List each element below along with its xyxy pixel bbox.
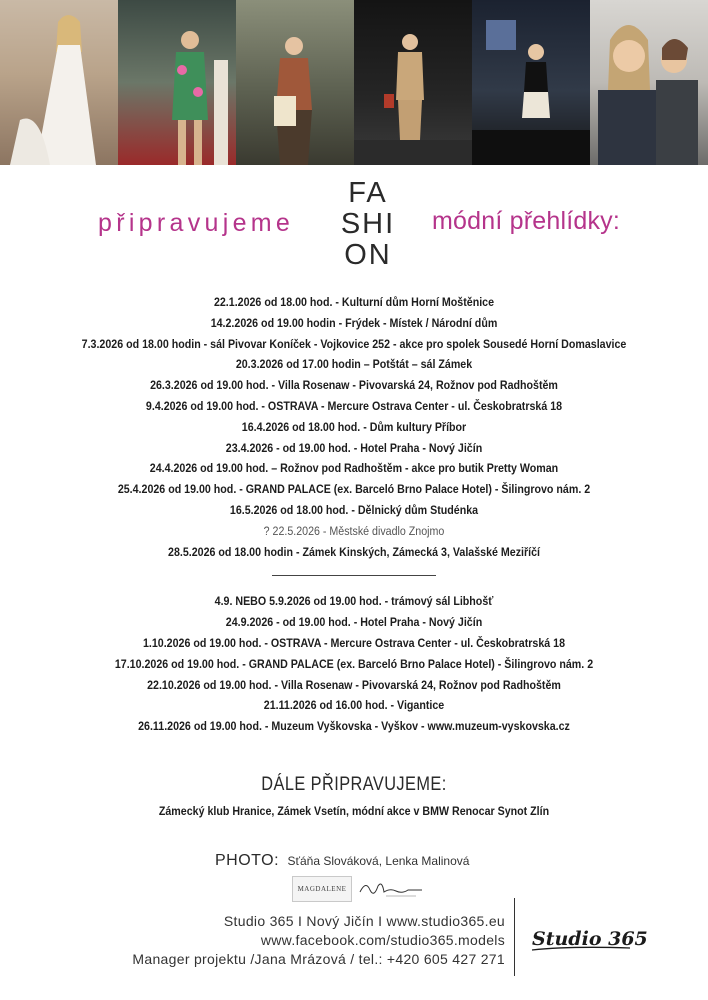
studio-365-logo bbox=[530, 918, 648, 958]
event-line: 16.5.2026 od 18.00 hod. - Dělnický dům Studénka bbox=[229, 502, 479, 517]
photo-strip bbox=[0, 0, 708, 165]
event-line: 4.9. NEBO 5.9.2026 od 19.00 hod. - trámový sál Libhošť bbox=[214, 594, 494, 609]
logo-line-2: SHI bbox=[340, 208, 396, 240]
headline bbox=[0, 178, 708, 278]
event-line: 24.9.2026 - od 19.00 hod. - Hotel Praha - Nový Jičín bbox=[225, 615, 483, 630]
event-line-tentative: ? 22.5.2026 - Městské divadlo Znojmo bbox=[263, 523, 445, 538]
magdalene-logo: MAGDALENE bbox=[292, 876, 352, 902]
event-line: 25.4.2026 od 19.00 hod. - GRAND PALACE (ex. Barceló Brno Palace Hotel) - Šilingrovo nám. 2 bbox=[117, 482, 591, 497]
event-line: 22.1.2026 od 18.00 hod. - Kulturní dům Horní Moštěnice bbox=[213, 295, 495, 309]
event-line: 7.3.2026 od 18.00 hodin - sál Pivovar Koníček - Vojkovice 252 - akce pro spolek Sousedé Horní Domaslavice bbox=[81, 336, 627, 351]
event-line: 23.4.2026 - od 19.00 hod. - Hotel Praha - Nový Jičín bbox=[225, 440, 483, 455]
event-line: 1.10.2026 od 19.00 hod. - OSTRAVA - Mercure Ostrava Center - ul. Českobratrská 18 bbox=[142, 635, 566, 650]
later-text: Zámecký klub Hranice, Zámek Vsetín, módní akce v BMW Renocar Synot Zlín bbox=[158, 804, 550, 818]
contact-line-facebook: www.facebook.com/studio365.models bbox=[260, 932, 505, 948]
event-line: 22.10.2026 od 19.00 hod. - Villa Rosenaw - Pivovarská 24, Rožnov pod Radhoštěm bbox=[147, 677, 561, 692]
headline-left: připravujeme bbox=[98, 209, 295, 237]
event-line: 26.3.2026 od 19.00 hod. - Villa Rosenaw - Pivovarská 24, Rožnov pod Radhoštěm bbox=[150, 378, 558, 393]
event-line: 21.11.2026 od 16.00 hod. - Vigantice bbox=[263, 698, 445, 713]
studio-logo-text: Studio 365 bbox=[532, 928, 648, 950]
event-line: 16.4.2026 od 18.00 hod. - Dům kultury Příbor bbox=[241, 419, 467, 434]
event-line: 20.3.2026 od 17.00 hodin – Potštát – sál Zámek bbox=[235, 357, 473, 372]
contact-line-manager: Manager projektu /Jana Mrázová / tel.: +420 605 427 271 bbox=[132, 951, 505, 967]
photo-credit-names: Sťáňa Slováková, Lenka Malinová bbox=[287, 854, 470, 868]
event-line: 24.4.2026 od 19.00 hod. – Rožnov pod Radhoštěm - akce pro butik Pretty Woman bbox=[149, 461, 559, 476]
event-line: 9.4.2026 od 19.00 hod. - OSTRAVA - Mercure Ostrava Center - ul. Českobratrská 18 bbox=[145, 398, 563, 413]
photo-credit-label: PHOTO: bbox=[215, 852, 280, 869]
photo-runway-satin-blouse bbox=[236, 0, 354, 165]
event-line: 26.11.2026 od 19.00 hod. - Muzeum Vyškovska - Vyškov - www.muzeum-vyskovska.cz bbox=[138, 719, 570, 734]
photo-runway-beige-suit bbox=[354, 0, 472, 165]
later-title: DÁLE PŘIPRAVUJEME: bbox=[261, 774, 447, 795]
photo-credit bbox=[215, 852, 469, 870]
event-schedule bbox=[0, 292, 708, 737]
contact-block bbox=[132, 912, 505, 969]
photo-models-denim-jackets bbox=[590, 0, 708, 165]
event-line: 17.10.2026 od 19.00 hod. - GRAND PALACE (ex. Barceló Brno Palace Hotel) - Šilingrovo nám. 2 bbox=[114, 656, 594, 671]
signature-logo bbox=[356, 876, 426, 902]
photo-runway-black-top bbox=[472, 0, 590, 165]
event-line: 14.2.2026 od 19.00 hodin - Frýdek - Místek / Národní dům bbox=[210, 315, 498, 330]
section-divider bbox=[272, 575, 436, 576]
contact-divider bbox=[514, 898, 515, 976]
photo-runway-white-dress bbox=[0, 0, 118, 165]
headline-right: módní přehlídky: bbox=[432, 207, 621, 235]
fashion-logo bbox=[328, 178, 408, 271]
photo-runway-floral-dress bbox=[118, 0, 236, 165]
contact-line-studio: Studio 365 I Nový Jičín I www.studio365.eu bbox=[223, 913, 505, 929]
event-line: 28.5.2026 od 18.00 hodin - Zámek Kinských, Zámecká 3, Valašské Meziříčí bbox=[168, 544, 540, 559]
logo-line-1: FA bbox=[348, 177, 388, 209]
logo-line-3: ON bbox=[344, 239, 392, 271]
